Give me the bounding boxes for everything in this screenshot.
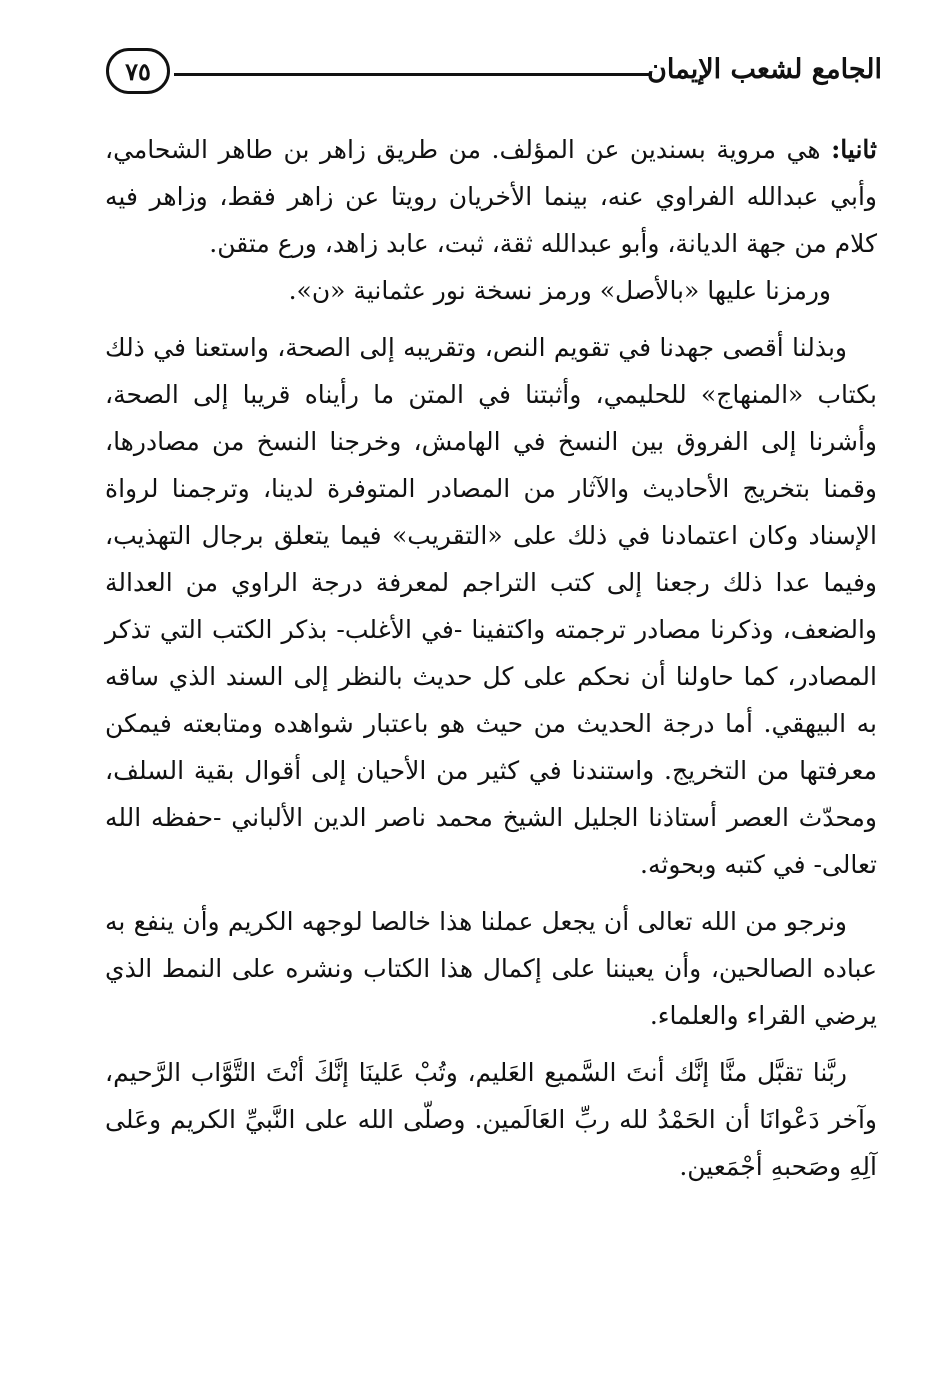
list-item-second <box>105 126 877 267</box>
page-number: ٧٥ <box>125 56 151 86</box>
item-lead: ثانيا: <box>831 135 877 164</box>
page-number-frame <box>106 48 170 94</box>
symbols-note: ورمزنا عليها «بالأصل» ورمز نسخة نور عثمانية «ن». <box>288 276 831 305</box>
running-title: الجامع لشعب الإيمان <box>647 54 882 85</box>
paragraph-methodology: وبذلنا أقصى جهدنا في تقويم النص، وتقريبه إلى الصحة، واستعنا في ذلك بكتاب «المنهاج» للحليمي، وأثبتنا في المتن ما رأيناه قريبا إلى الصحة، وأشرنا إلى الفروق بين النسخ في الهامش، وخرجنا النسخ من مصادرها، وقمنا بتخريج الأحاديث والآثار من المصادر المتوفرة لدينا، وترجمنا لرواة الإسناد وكان اعتمادنا في ذلك على «التقريب» فيما يتعلق برجال التهذيب، وفيما عدا ذلك رجعنا إلى كتب التراجم لمعرفة درجة الراوي من العدالة والضعف، وذكرنا مصادر ترجمته واكتفينا -في الأغلب- بذكر الكتب التي تذكر المصادر، كما حاولنا أن نحكم على كل حديث بالنظر إلى السند الذي ساقه به البيهقي. أما درجة الحديث من حيث هو باعتبار شواهده ومتابعته فيمكن معرفتها من التخريج. واستندنا في كثير من الأحيان إلى أقوال بقية السلف، ومحدّث العصر أستاذنا الجليل الشيخ محمد ناصر الدين الألباني -حفظه الله تعالى- في كتبه وبحوثه. <box>105 333 877 879</box>
header-rule <box>174 73 652 76</box>
page-header <box>100 40 882 110</box>
paragraph-prayer: ربَّنا تقبَّل منَّا إنَّك أنتَ السَّميع العَليم، وتُبْ عَلينَا إنَّكَ أنْتَ التَّوَّاب الرَّحيم، وآخر دَعْوانَا أن الحَمْدُ لله ربِّ العَالَمين. وصلّى الله على النَّبيِّ الكريم وعَلى آلِهِ وصَحبهِ أجْمَعين. <box>105 1058 877 1181</box>
body-text <box>105 126 877 1190</box>
item-text: هي مروية بسندين عن المؤلف. من طريق زاهر بن طاهر الشحامي، وأبي عبدالله الفراوي عنه، بينما الأخريان رويتا عن زاهر فقط، وزاهر فيه كلام من جهة الديانة، وأبو عبدالله ثقة، ثبت، عابد زاهد، ورع متقن. <box>105 135 877 258</box>
paragraph-hope: ونرجو من الله تعالى أن يجعل عملنا هذا خالصا لوجهه الكريم وأن ينفع به عباده الصالحين، وأن يعيننا على إكمال هذا الكتاب ونشره على النمط الذي يرضي القراء والعلماء. <box>105 907 877 1030</box>
